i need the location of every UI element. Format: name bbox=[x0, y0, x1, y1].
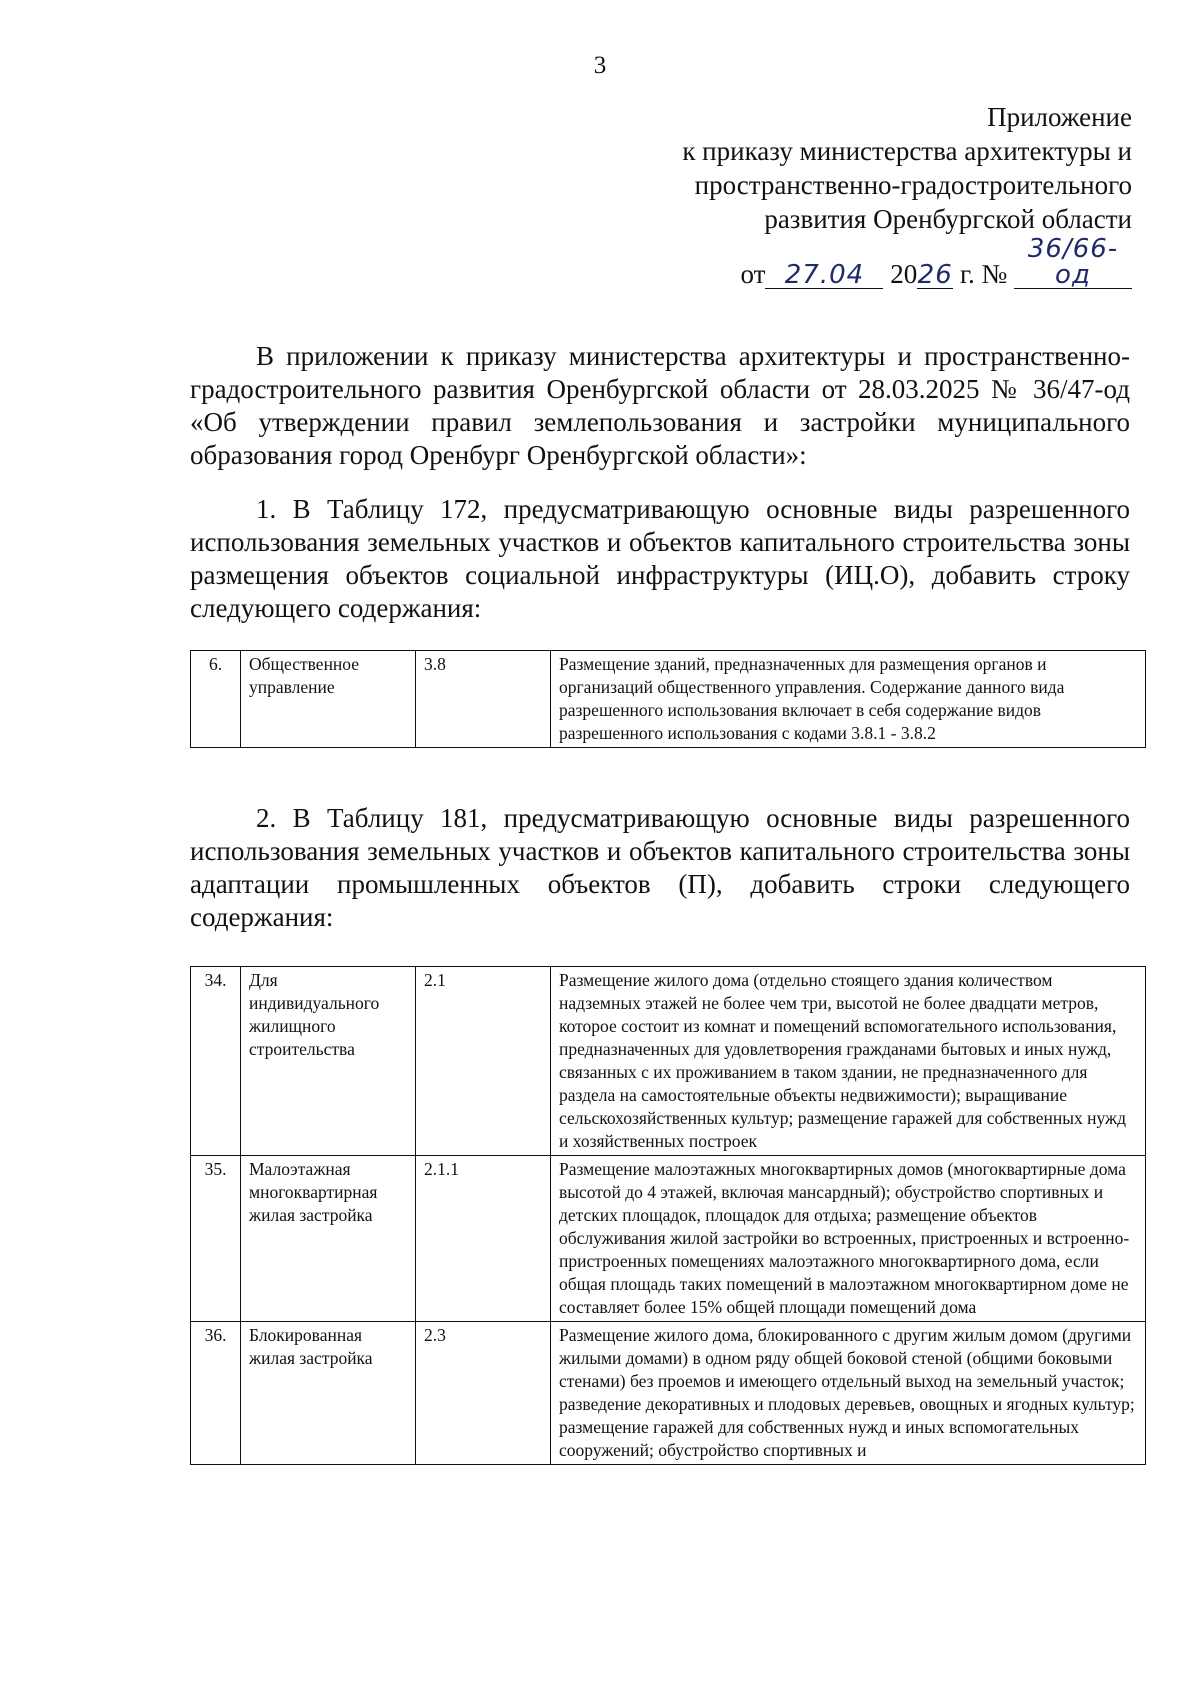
intro-paragraph bbox=[190, 340, 1130, 472]
appendix-header bbox=[572, 100, 1132, 290]
page-number: 3 bbox=[593, 52, 607, 79]
use-code: 3.8 bbox=[416, 651, 551, 748]
order-year-handwritten: 26 bbox=[917, 260, 953, 290]
table-2 bbox=[190, 966, 1146, 1465]
order-prefix: от bbox=[740, 259, 766, 289]
use-code: 2.3 bbox=[416, 1322, 551, 1465]
item-2-text: 2. В Таблицу 181, предусматривающую основные виды разрешенного использования земельных участков и объектов капитального строительства зоны адаптации промышленных объектов (П), добавить строки следующего содержания: bbox=[190, 803, 1130, 932]
intro-text: В приложении к приказу министерства архитектуры и пространственно-градостроительного развития Оренбургской области от 28.03.2025 № 36/47-од «Об утверждении правил землепользования и застройки муниципального образования город Оренбург Оренбургской области»: bbox=[190, 341, 1130, 470]
item-1-text: 1. В Таблицу 172, предусматривающую основные виды разрешенного использования земельных участков и объектов капитального строительства зоны размещения объектов социальной инфраструктуры (ИЦ.О), добавить строку следующего содержания: bbox=[190, 494, 1130, 623]
order-year-prefix: 20 bbox=[890, 259, 918, 289]
row-number: 35. bbox=[191, 1156, 241, 1322]
use-description: Размещение зданий, предназначенных для размещения органов и организаций общественного управления. Содержание данного вида разрешенного использования включает в себя содержание видов разрешенного использования с кодами 3.8.1 - 3.8.2 bbox=[551, 651, 1146, 748]
use-code: 2.1.1 bbox=[416, 1156, 551, 1322]
use-description: Размещение жилого дома, блокированного с другим жилым домом (другими жилыми домами) в одном ряду общей боковой стеной (общими боковыми стенами) без проемов и имеющего отдельный выход на земельный участок; разведение декоративных и плодовых деревьев, овощных и ягодных культур; размещение гаражей для собственных нужд и иных вспомогательных сооружений; обустройство спортивных и bbox=[551, 1322, 1146, 1465]
table-row bbox=[191, 1322, 1146, 1465]
use-name: Общественное управление bbox=[241, 651, 416, 748]
use-description: Размещение малоэтажных многоквартирных домов (многоквартирные дома высотой до 4 этажей, включая мансардный); обустройство спортивных и детских площадок, площадок для отдыха; размещение объектов обслуживания жилой застройки во встроенных, пристроенных и встроенно-пристроенных помещениях малоэтажного многоквартирного дома, если общая площадь таких помещений в малоэтажном многоквартирном доме не составляет более 15% общей площади помещений дома bbox=[551, 1156, 1146, 1322]
appendix-title: Приложение bbox=[987, 102, 1132, 132]
use-description: Размещение жилого дома (отдельно стоящего здания количеством надземных этажей не более чем три, высотой не более двадцати метров, которое состоит из комнат и помещений вспомогательного использования, предназначенных для удовлетворения гражданами бытовых и иных нужд, связанных с их проживанием в таком здании, не предназначенного для раздела на самостоятельные объекты недвижимости); выращивание сельскохозяйственных культур; размещение гаражей для собственных нужд и хозяйственных построек bbox=[551, 967, 1146, 1156]
appendix-line-3: пространственно-градостроительного bbox=[694, 170, 1132, 200]
use-name: Для индивидуального жилищного строительства bbox=[241, 967, 416, 1156]
row-number: 34. bbox=[191, 967, 241, 1156]
table-1 bbox=[190, 650, 1146, 748]
table-row bbox=[191, 651, 1146, 748]
table-row bbox=[191, 1156, 1146, 1322]
item-2-paragraph bbox=[190, 802, 1130, 934]
use-name: Малоэтажная многоквартирная жилая застройка bbox=[241, 1156, 416, 1322]
order-date-handwritten: 27.04 bbox=[765, 262, 883, 289]
item-1-paragraph bbox=[190, 493, 1130, 625]
row-number: 6. bbox=[191, 651, 241, 748]
order-number-handwritten: 36/66-од bbox=[1014, 236, 1132, 289]
use-name: Блокированная жилая застройка bbox=[241, 1322, 416, 1465]
use-code: 2.1 bbox=[416, 967, 551, 1156]
appendix-line-2: к приказу министерства архитектуры и bbox=[682, 136, 1132, 166]
order-year-suffix: г. № bbox=[959, 259, 1008, 289]
order-reference bbox=[572, 234, 1132, 290]
table-row bbox=[191, 967, 1146, 1156]
row-number: 36. bbox=[191, 1322, 241, 1465]
appendix-line-4: развития Оренбургской области bbox=[764, 204, 1132, 234]
